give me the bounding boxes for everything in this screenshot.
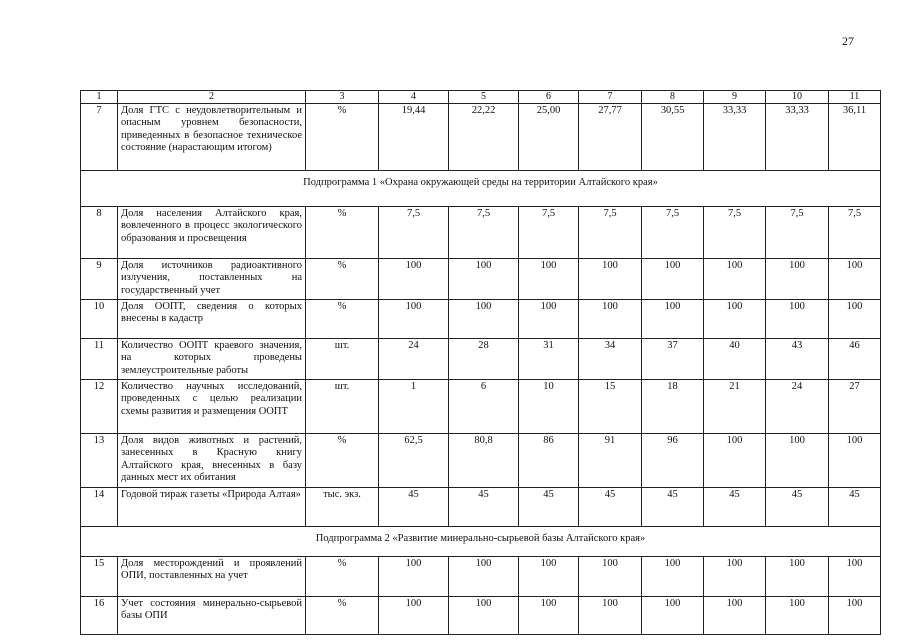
value-cell: 100 (519, 556, 579, 596)
table-header-row (81, 91, 881, 104)
value-cell: 45 (704, 487, 766, 526)
table-row (81, 103, 881, 170)
value-cell: 100 (379, 556, 449, 596)
column-header: 4 (379, 91, 449, 104)
value-cell: 45 (579, 487, 642, 526)
table-row (81, 206, 881, 258)
value-cell: 100 (766, 596, 829, 634)
value-cell: 45 (379, 487, 449, 526)
value-cell: 7,5 (379, 206, 449, 258)
value-cell: 100 (766, 433, 829, 487)
value-cell: 25,00 (519, 103, 579, 170)
page-number: 27 (842, 34, 854, 48)
value-cell: 100 (766, 556, 829, 596)
value-cell: 22,22 (449, 103, 519, 170)
column-header: 5 (449, 91, 519, 104)
value-cell: 80,8 (449, 433, 519, 487)
value-cell: 100 (704, 556, 766, 596)
value-cell: 100 (579, 556, 642, 596)
value-cell: 100 (449, 596, 519, 634)
value-cell: 31 (519, 338, 579, 379)
column-header: 2 (118, 91, 306, 104)
column-header: 3 (306, 91, 379, 104)
unit-cell: % (306, 258, 379, 299)
value-cell: 7,5 (579, 206, 642, 258)
indicator-name-cell: Учет состояния минерально-сырьевой базы ОПИ (118, 596, 306, 634)
value-cell: 100 (829, 596, 881, 634)
value-cell: 100 (449, 299, 519, 338)
table-row (81, 299, 881, 338)
value-cell: 86 (519, 433, 579, 487)
row-number-cell: 15 (81, 556, 118, 596)
value-cell: 43 (766, 338, 829, 379)
value-cell: 6 (449, 379, 519, 433)
unit-cell: % (306, 103, 379, 170)
indicator-name-cell: Количество научных исследований, проведенных с целью реализации схемы развития и размещения ООПТ (118, 379, 306, 433)
table-body (81, 91, 881, 635)
value-cell: 34 (579, 338, 642, 379)
subprogram-row (81, 526, 881, 556)
value-cell: 18 (642, 379, 704, 433)
row-number-cell: 11 (81, 338, 118, 379)
value-cell: 40 (704, 338, 766, 379)
value-cell: 100 (519, 258, 579, 299)
value-cell: 100 (379, 258, 449, 299)
value-cell: 100 (704, 299, 766, 338)
subprogram-title: Подпрограмма 2 «Развитие минерально-сырьевой базы Алтайского края» (81, 526, 881, 556)
value-cell: 100 (519, 299, 579, 338)
value-cell: 100 (829, 299, 881, 338)
row-number-cell: 14 (81, 487, 118, 526)
value-cell: 45 (449, 487, 519, 526)
column-header: 7 (579, 91, 642, 104)
row-number-cell: 10 (81, 299, 118, 338)
value-cell: 100 (449, 258, 519, 299)
value-cell: 100 (704, 433, 766, 487)
value-cell: 7,5 (642, 206, 704, 258)
value-cell: 100 (766, 299, 829, 338)
indicator-name-cell: Доля источников радиоактивного излучения, поставленных на государственный учет (118, 258, 306, 299)
row-number-cell: 8 (81, 206, 118, 258)
value-cell: 100 (579, 299, 642, 338)
value-cell: 100 (379, 299, 449, 338)
column-header: 1 (81, 91, 118, 104)
row-number-cell: 12 (81, 379, 118, 433)
value-cell: 96 (642, 433, 704, 487)
indicator-name-cell: Доля ООПТ, сведения о которых внесены в кадастр (118, 299, 306, 338)
value-cell: 24 (766, 379, 829, 433)
unit-cell: тыс. экз. (306, 487, 379, 526)
value-cell: 100 (704, 258, 766, 299)
value-cell: 45 (519, 487, 579, 526)
value-cell: 33,33 (766, 103, 829, 170)
column-header: 8 (642, 91, 704, 104)
value-cell: 100 (579, 258, 642, 299)
value-cell: 21 (704, 379, 766, 433)
value-cell: 27,77 (579, 103, 642, 170)
value-cell: 36,11 (829, 103, 881, 170)
subprogram-title: Подпрограмма 1 «Охрана окружающей среды на территории Алтайского края» (81, 170, 881, 206)
table-row (81, 379, 881, 433)
indicator-name-cell: Доля населения Алтайского края, вовлеченного в процесс экологического образования и просвещения (118, 206, 306, 258)
value-cell: 45 (766, 487, 829, 526)
table-row (81, 433, 881, 487)
value-cell: 10 (519, 379, 579, 433)
value-cell: 100 (642, 299, 704, 338)
table-row (81, 556, 881, 596)
row-number-cell: 16 (81, 596, 118, 634)
unit-cell: % (306, 556, 379, 596)
value-cell: 7,5 (766, 206, 829, 258)
column-header: 6 (519, 91, 579, 104)
value-cell: 91 (579, 433, 642, 487)
value-cell: 100 (642, 258, 704, 299)
indicator-name-cell: Годовой тираж газеты «Природа Алтая» (118, 487, 306, 526)
indicator-name-cell: Доля видов животных и растений, занесенных в Красную книгу Алтайского края, внесенных в базу данных мест их обитания (118, 433, 306, 487)
value-cell: 1 (379, 379, 449, 433)
unit-cell: шт. (306, 379, 379, 433)
value-cell: 45 (829, 487, 881, 526)
unit-cell: % (306, 206, 379, 258)
value-cell: 100 (766, 258, 829, 299)
unit-cell: % (306, 299, 379, 338)
value-cell: 30,55 (642, 103, 704, 170)
value-cell: 100 (829, 258, 881, 299)
value-cell: 100 (642, 596, 704, 634)
value-cell: 7,5 (519, 206, 579, 258)
column-header: 10 (766, 91, 829, 104)
value-cell: 100 (642, 556, 704, 596)
value-cell: 100 (519, 596, 579, 634)
value-cell: 15 (579, 379, 642, 433)
value-cell: 33,33 (704, 103, 766, 170)
unit-cell: % (306, 433, 379, 487)
value-cell: 100 (829, 556, 881, 596)
value-cell: 19,44 (379, 103, 449, 170)
value-cell: 27 (829, 379, 881, 433)
value-cell: 37 (642, 338, 704, 379)
indicators-table (80, 90, 881, 635)
value-cell: 7,5 (704, 206, 766, 258)
value-cell: 24 (379, 338, 449, 379)
indicator-name-cell: Доля месторождений и проявлений ОПИ, поставленных на учет (118, 556, 306, 596)
value-cell: 45 (642, 487, 704, 526)
column-header: 11 (829, 91, 881, 104)
indicator-name-cell: Количество ООПТ краевого значения, на которых проведены землеустроительные работы (118, 338, 306, 379)
column-header: 9 (704, 91, 766, 104)
value-cell: 100 (829, 433, 881, 487)
value-cell: 100 (704, 596, 766, 634)
value-cell: 100 (379, 596, 449, 634)
value-cell: 100 (449, 556, 519, 596)
table-row (81, 258, 881, 299)
value-cell: 46 (829, 338, 881, 379)
table-row (81, 596, 881, 634)
value-cell: 100 (579, 596, 642, 634)
row-number-cell: 13 (81, 433, 118, 487)
subprogram-row (81, 170, 881, 206)
indicator-name-cell: Доля ГТС с неудовлетворительным и опасным уровнем безопасности, приведенных в безопасное техническое состояние (нарастающим итогом) (118, 103, 306, 170)
table-row (81, 338, 881, 379)
value-cell: 28 (449, 338, 519, 379)
unit-cell: шт. (306, 338, 379, 379)
value-cell: 7,5 (829, 206, 881, 258)
table-row (81, 487, 881, 526)
unit-cell: % (306, 596, 379, 634)
row-number-cell: 9 (81, 258, 118, 299)
row-number-cell: 7 (81, 103, 118, 170)
value-cell: 7,5 (449, 206, 519, 258)
value-cell: 62,5 (379, 433, 449, 487)
